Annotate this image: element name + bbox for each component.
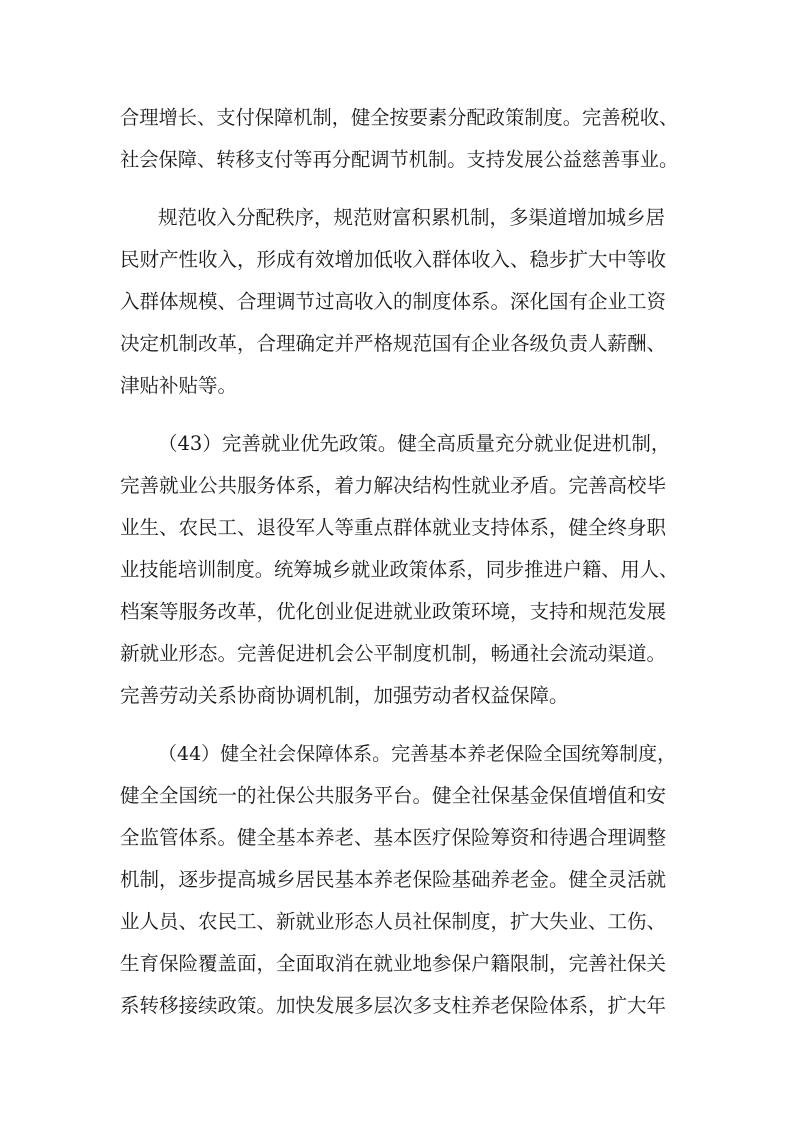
- paragraph-3-line-7: 完善劳动关系协商协调机制，加强劳动者权益保障。: [120, 684, 569, 707]
- paragraph-1-line-1: 合理增长、支付保障机制，健全按要素分配政策制度。完善税收、: [120, 106, 679, 129]
- paragraph-3-line-1: （43）完善就业优先政策。健全高质量充分就业促进机制，: [158, 432, 671, 455]
- paragraph-4-line-7: 系转移接续政策。加快发展多层次多支柱养老保险体系，扩大年: [120, 994, 667, 1017]
- paragraph-2-line-1: 规范收入分配秩序，规范财富积累机制，多渠道增加城乡居: [158, 206, 666, 229]
- paragraph-4-line-1: （44）健全社会保障体系。完善基本养老保险全国统筹制度，: [158, 743, 677, 765]
- paragraph-3-line-5: 档案等服务改革，优化创业促进就业政策环境，支持和规范发展: [120, 600, 667, 623]
- paragraph-3-line-3: 业生、农民工、退役军人等重点群体就业支持体系，健全终身职: [120, 516, 667, 539]
- paragraph-4-line-2: 健全全国统一的社保公共服务平台。健全社保基金保值增值和安: [120, 784, 667, 807]
- paragraph-3-line-6: 新就业形态。完善促进机会公平制度机制，畅通社会流动渠道。: [120, 642, 667, 665]
- paragraph-2-line-3: 入群体规模、合理调节过高收入的制度体系。深化国有企业工资: [120, 290, 667, 313]
- paragraph-3-line-4: 业技能培训制度。统筹城乡就业政策体系，同步推进户籍、用人、: [120, 558, 679, 581]
- paragraph-2-line-2: 民财产性收入，形成有效增加低收入群体收入、稳步扩大中等收: [120, 248, 667, 271]
- paragraph-4-line-3: 全监管体系。健全基本养老、基本医疗保险筹资和待遇合理调整: [120, 826, 667, 849]
- paragraph-3-line-2: 完善就业公共服务体系，着力解决结构性就业矛盾。完善高校毕: [120, 474, 667, 497]
- paragraph-4-line-4: 机制，逐步提高城乡居民基本养老保险基础养老金。健全灵活就: [120, 868, 667, 891]
- paragraph-4-line-6: 生育保险覆盖面，全面取消在就业地参保户籍限制，完善社保关: [120, 952, 667, 975]
- paragraph-2-line-4: 决定机制改革，合理确定并严格规范国有企业各级负责人薪酬、: [120, 332, 667, 355]
- paragraph-1-line-2: 社会保障、转移支付等再分配调节机制。支持发展公益慈善事业。: [120, 148, 679, 171]
- paragraph-2-line-5: 津贴补贴等。: [120, 374, 238, 397]
- paragraph-4-line-5: 业人员、农民工、新就业形态人员社保制度，扩大失业、工伤、: [120, 910, 667, 933]
